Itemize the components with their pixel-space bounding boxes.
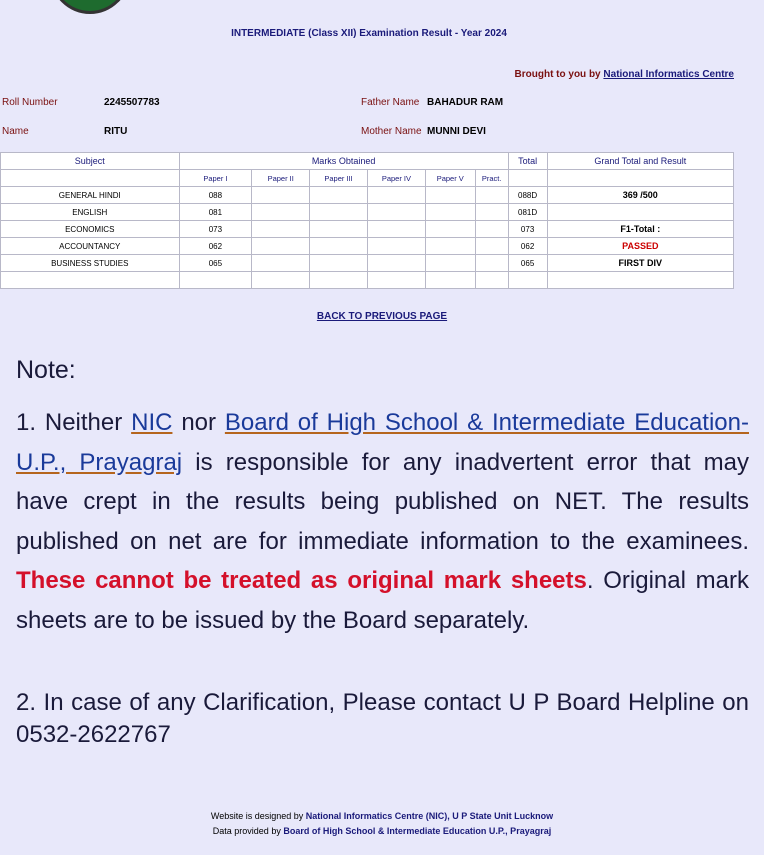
grand-total-header: Grand Total and Result	[547, 153, 733, 170]
table-row	[1, 255, 734, 272]
note-text: . Original mark sheets are to be issued by the Board separately.	[16, 567, 749, 634]
marks-obtained-header: Marks Obtained	[179, 153, 508, 170]
back-to-previous-link[interactable]: BACK TO PREVIOUS PAGE	[316, 311, 448, 322]
mother-name-value: MUNNI DEVI	[427, 126, 486, 137]
total-cell: 088D	[508, 187, 547, 204]
footer-designer: National Informatics Centre (NIC), U P State Unit Lucknow	[305, 811, 554, 821]
paper-1-cell: 073	[179, 221, 252, 238]
note-text: 1. Neither	[16, 409, 132, 436]
note-text: nor	[172, 409, 225, 436]
roll-number-value: 2245507783	[104, 97, 160, 108]
table-row	[1, 204, 734, 221]
paper-1-cell: 065	[179, 255, 252, 272]
table-row	[1, 238, 734, 255]
total-cell: 065	[508, 255, 547, 272]
subject-cell: ENGLISH	[1, 204, 180, 221]
table-row	[1, 187, 734, 204]
f1-total-label: F1-Total :	[547, 221, 733, 238]
paper-2-header: Paper II	[252, 170, 310, 187]
blank-cell	[508, 170, 547, 187]
footer-text: Data provided by	[212, 826, 284, 836]
note-paragraph-2: 2. In case of any Clarification, Please contact U P Board Helpline on 0532-2622767	[16, 689, 749, 748]
subject-cell: ECONOMICS	[1, 221, 180, 238]
paper-1-header: Paper I	[179, 170, 252, 187]
nic-note-link[interactable]: NIC	[131, 409, 173, 436]
nic-link[interactable]: National Informatics Centre	[603, 69, 734, 80]
footer-provider: Board of High School & Intermediate Education U.P., Prayagraj	[283, 826, 552, 836]
subject-cell: BUSINESS STUDIES	[1, 255, 180, 272]
footer	[0, 809, 764, 839]
total-header: Total	[508, 153, 547, 170]
blank-cell	[1, 170, 180, 187]
result-status: PASSED	[547, 238, 733, 255]
brought-by	[515, 69, 734, 80]
paper-5-header: Paper V	[425, 170, 475, 187]
paper-1-cell: 081	[179, 204, 252, 221]
board-link[interactable]: Board of High School & Intermediate Education-U.P., Prayagraj	[16, 409, 749, 476]
roll-number-label: Roll Number	[2, 97, 58, 108]
father-name-label: Father Name	[361, 97, 420, 108]
brought-prefix: Brought to you by	[514, 69, 601, 80]
paper-4-header: Paper IV	[367, 170, 425, 187]
grand-total-value: 369 /500	[547, 187, 733, 204]
father-name-value: BAHADUR RAM	[427, 97, 504, 108]
note-heading: Note:	[16, 356, 76, 384]
mother-name-label: Mother Name	[361, 126, 422, 137]
table-row	[1, 221, 734, 238]
warning-text: These cannot be treated as original mark sheets	[16, 567, 587, 594]
marks-table	[0, 152, 734, 289]
table-row	[1, 272, 734, 289]
total-cell: 081D	[508, 204, 547, 221]
blank-cell	[547, 170, 733, 187]
paper-1-cell: 062	[179, 238, 252, 255]
paper-1-cell: 088	[179, 187, 252, 204]
footer-text: Website is designed by	[210, 811, 306, 821]
board-logo	[50, 0, 130, 14]
subject-cell: GENERAL HINDI	[1, 187, 180, 204]
subject-cell: ACCOUNTANCY	[1, 238, 180, 255]
total-cell: 062	[508, 238, 547, 255]
name-label: Name	[2, 126, 29, 137]
practical-header: Pract.	[475, 170, 508, 187]
paper-3-header: Paper III	[310, 170, 368, 187]
note-paragraph-1	[16, 403, 749, 640]
result-cell	[547, 204, 733, 221]
note-text: is responsible for any inadvertent error that may have crept in the results being published on NET. The results published on net are for immediate information to the examinees.	[16, 448, 749, 555]
total-cell: 073	[508, 221, 547, 238]
page-title: INTERMEDIATE (Class XII) Examination Result - Year 2024	[231, 28, 507, 39]
name-value: RITU	[104, 126, 128, 137]
subject-header: Subject	[1, 153, 180, 170]
division-value: FIRST DIV	[547, 255, 733, 272]
